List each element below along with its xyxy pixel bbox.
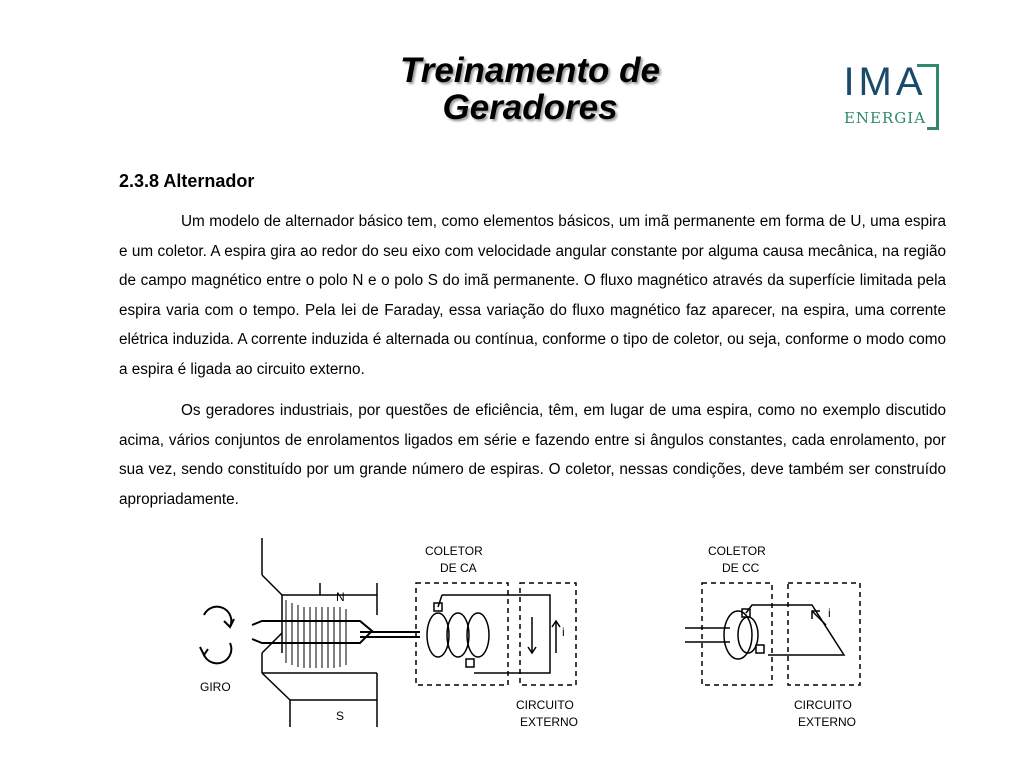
dc-current-label: i bbox=[828, 606, 831, 620]
title-line-1: Treinamento de bbox=[400, 51, 660, 90]
paragraph-1-text: Um modelo de alternador básico tem, como elementos básicos, um imã permanente em forma de U, uma espira e um coletor. A espira gira ao redor do seu eixo com velocidade angular constante por alguma causa mecânica, na região de campo magnético entre o polo N e o polo S do imã permanente. O fluxo magnético através da superfície limitada pela espira varia com o tempo. Pela lei de Faraday, essa variação do fluxo magnético faz aparecer, na espira, uma corrente elétrica induzida. A corrente induzida é alternada ou contínua, conforme o tipo de coletor, ou seja, conforme o modo como a espira é ligada ao circuito externo. bbox=[119, 213, 946, 378]
ima-energia-logo bbox=[835, 62, 941, 132]
coil-windings bbox=[286, 600, 346, 668]
logo-subtext: ENERGIA bbox=[843, 109, 927, 127]
ac-collector-label-2: DE CA bbox=[440, 561, 477, 575]
dc-collector bbox=[685, 605, 844, 659]
document-title bbox=[330, 52, 730, 126]
title-line-2: Geradores bbox=[442, 88, 618, 127]
dc-external-circuit-box bbox=[788, 583, 860, 685]
ac-external-label-1: CIRCUITO bbox=[516, 698, 574, 712]
paragraph-2-text: Os geradores industriais, por questões de eficiência, têm, em lugar de uma espira, como no exemplo discutido acima, vários conjuntos de enrolamentos ligados em série e fazendo entre si ângulos constantes, cada enrolamento, por sua vez, sendo constituído por um grande número de espiras. O coletor, nessas condições, deve também ser construído apropriadamente. bbox=[119, 402, 946, 508]
ac-external-label-2: EXTERNO bbox=[520, 715, 579, 729]
ac-current-label: i bbox=[562, 625, 565, 639]
dc-external-label-2: EXTERNO bbox=[798, 715, 857, 729]
dc-collector-label-2: DE CC bbox=[722, 561, 760, 575]
pole-north-label: N bbox=[336, 590, 345, 604]
dc-external-label-1: CIRCUITO bbox=[794, 698, 852, 712]
rotation-label: GIRO bbox=[200, 680, 231, 694]
logo-word: IMA bbox=[843, 60, 927, 104]
u-magnet bbox=[262, 538, 377, 727]
ac-collector-label-1: COLETOR bbox=[425, 544, 483, 558]
rotation-arrows bbox=[200, 607, 234, 664]
logo-frame-right bbox=[936, 64, 939, 130]
dc-collector-label-1: COLETOR bbox=[708, 544, 766, 558]
section-heading: 2.3.8 Alternador bbox=[119, 171, 255, 191]
alternator-diagram-svg bbox=[190, 535, 870, 752]
pole-south-label: S bbox=[336, 709, 345, 723]
dc-collector-box bbox=[702, 583, 772, 685]
alternator-diagram bbox=[190, 535, 870, 752]
paragraph-2 bbox=[119, 396, 946, 514]
ac-external-circuit-box bbox=[520, 583, 576, 685]
ac-collector-box bbox=[416, 583, 508, 685]
rotating-loop bbox=[252, 621, 420, 643]
paragraph-1 bbox=[119, 207, 946, 385]
logo-frame-bottom bbox=[927, 127, 939, 130]
